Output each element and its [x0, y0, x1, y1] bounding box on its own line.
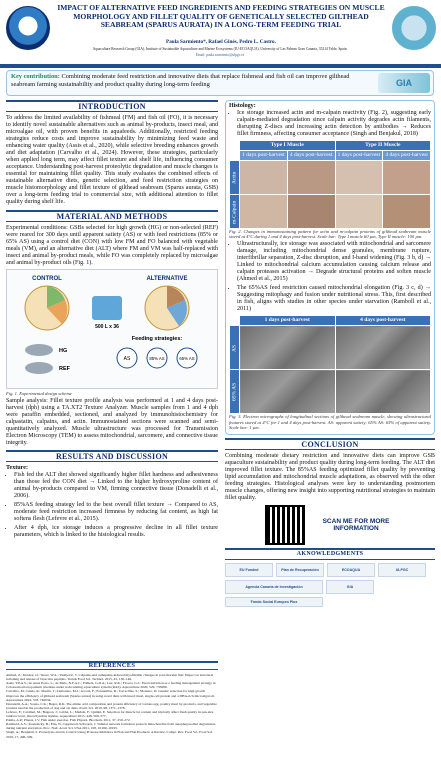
reference-item: Palma, A.P.; Planas, J.V. Fish under exercise. Fish Physiol. Biochem. 2011, 37, 259–272. — [6, 718, 131, 723]
histology-box — [225, 100, 435, 435]
histology-result-1: • Ice storage increased actin and m-calpain reactivity (Fig. 2), suggesting early calpain-mediated degradation since calpain activity degrades actin filaments, disrupting Z-discs and increasing actin detection by antibodies → Reduces fillet firmness, affecting consumer acceptance (Singh and Benjakul, 2018) — [237, 110, 431, 138]
fig1-65-label: 65% AS — [179, 356, 195, 361]
methods-heading: MATERIAL AND METHODS — [6, 210, 218, 222]
results-heading: RESULTS AND DISCUSSION — [6, 450, 218, 462]
references-heading: REFERENCES — [6, 661, 218, 670]
electron-micrograph — [335, 370, 431, 414]
texture-result-1: • Fish fed the ALT diet showed significantly higher fillet hardness and adhesiveness than those fed the CON diet → Linked to the higher hydroxyproline content of animal by-products compared to VM, firming connective tissue (Donadelli et al., 2006). — [14, 472, 218, 500]
gia-logo — [392, 6, 436, 50]
fig2-type1-header: Type I Muscle — [240, 141, 336, 151]
reference-item: Donadelli, A.A.; Souza, C.K.; Beger, R.K. The amino acid composition and protein efficiency of various egg, poultry meal by-products, and vegetable proteins used in the production of dog and cat diets. Poult. Sci. 2019, 98, 1371–1378. — [6, 701, 217, 710]
histology-result-2: • Ultrastructurally, ice storage was associated with mitochondrial and sarcomere damage, including mitochondrial dense granules, membrane rupture, interfibrillar separation, Z-disc disruption, and I-band widening (Fig. 3 b, d) → Linked to mitochondrial calcium accumulation causing calcium release and calpain proteases activation → Degrade structural proteins and soften muscle (Ahmed et al., 2015) — [237, 241, 431, 283]
experimental-design-diagram — [7, 270, 217, 388]
reference-item: Assis, Y.P.A.S.; de Assis Porto, L.; de Melo, N.F.A.C.; Palheta, G.D.A.; Luz, R.K.; Favero, G.C. Feed restriction as a feeding management strategy in Colossoma macropomum juveniles under recirculating aquaculture system (RAS). Aquaculture 2020, 529, 735689. — [6, 681, 216, 690]
conclusion-heading: CONCLUSION — [225, 438, 435, 450]
ecoaqua-logo: ECOAQUA — [327, 563, 375, 577]
funding-logos — [225, 563, 435, 607]
fig1-as-label: AS — [123, 356, 131, 362]
fig1-tanks-label: 500 L x 36 — [95, 324, 119, 330]
qr-code-icon[interactable] — [265, 505, 305, 545]
introduction-text: To address the limited availability of fishmeal (FM) and fish oil (FO), it is necessary to identify novel sustainable alternatives such as animal by-products, insect meal, and microalgae oil, with proven benefits in aquafeeds. Additionally, restricted feeding strategies reduce costs and improve sustainability by minimizing feed waste and enhancing water quality (Assis et al., 2020), while selective breeding enhances growth and diet adaptation (Carvalho et al., 2024). However, these strategies, particularly when applied long term, may affect fillet texture and shelf life, influencing consumer acceptance. Understanding post-harvest proteolytic degradation and muscle changes is essential for maintaining fillet quality. This study evaluates the combined effects of sustainable alternative diets, genetic selection, and feed restriction strategies on muscle histomorphology and fillet texture of gilthead seabream (Sparus aurata, GSB) over a long-term feeding trial to commercial size, with additional attention to fillet quality during shelf life. — [6, 115, 218, 205]
ulpgc-logo: ULPGC — [378, 563, 426, 577]
references-section — [6, 661, 218, 779]
ref-fish-icon — [25, 362, 53, 374]
tank-icon — [92, 296, 122, 320]
figure-2-table — [229, 140, 431, 229]
micrograph — [383, 195, 431, 229]
reference-item: Lefevre, F.; Cardinal, M.; Bugeon, J.; Labbé, L.; Médale, F.; Quillet, E. Selection for muscle fat content and triploidy affect flesh quality in pan-size rainbow trout, Oncorhynchus mykiss. Aquaculture 2015, 448, 569–577. — [6, 709, 214, 719]
reference-item: Rambold, A.S.; Kostelecky, B.; Elia, N.; Lippincott-Schwartz, J. Tubular network formation protects mitochondria from autophagosomal degradation during nutrient starvation. Proc. Natl. Acad. Sci. USA 2011, 108, 10190–10195. — [6, 722, 216, 731]
fig2-col-header: 4 days post-harvest — [287, 151, 335, 161]
hg-fish-icon — [25, 344, 53, 356]
fig2-type2-header: Type II Muscle — [335, 141, 431, 151]
gia-logo-right: GIA — [378, 73, 430, 93]
electron-micrograph — [240, 370, 336, 414]
figure-3-caption: Fig. 3. Electron micrographs of longitudinal sections of gilthead seabream muscle, showing ultrastructural features stored at 4°C for 1 and 4 days post-harvest. AS: apparent satiety; 65% AS: 65% of apparent satiety. Scale bar: 1 µm. — [229, 414, 431, 430]
micrograph — [335, 195, 383, 229]
micrograph — [383, 161, 431, 195]
micrograph — [240, 161, 288, 195]
qr-block[interactable] — [265, 505, 435, 545]
fig1-hg-label: HG — [59, 348, 68, 354]
histology-label: Histology: — [229, 103, 256, 109]
eu-logo: EU Funded — [225, 563, 273, 577]
texture-result-3: • After 4 dph, ice storage induces a progressive decline in all fillet texture parameters, which is linked to the histological results. — [14, 525, 218, 539]
micrograph — [240, 195, 288, 229]
affiliation: Aquaculture Research Group (GIA), Institute of Sustainable Aquaculture and Marine Ecosystems (IU-ECOAQUA), University of Las Palmas Gran Canaria, 35214 Telde, Spain. — [92, 47, 348, 51]
micrograph — [335, 161, 383, 195]
key-contribution-text: Combining moderate feed restriction and innovative diets that replace fishmeal and fish oil can improve gilthead seabream farming sustainability and product quality during long-term feeding — [11, 73, 350, 88]
fse-logo: Fondo Social Europeo Plus — [225, 597, 323, 607]
micrograph — [287, 161, 335, 195]
fig3-row-label-as: AS — [230, 326, 240, 370]
fig3-col-header: 1 days post-harvest — [240, 316, 336, 326]
fig3-col-header: 4 days post-harvest — [335, 316, 431, 326]
texture-label: Texture: — [6, 465, 29, 472]
fig2-row-label-mcalpain: m-Calpain — [230, 195, 240, 229]
fig2-col-header: 1 days post-harvest — [240, 151, 288, 161]
texture-results-list — [6, 472, 218, 539]
conclusion-text: Combining moderate dietary restriction and innovative diets can improve GSB aquaculture sustainability and product quality during long-term feeding. The ALT diet improved fillet texture. The 85%AS feeding optimized fillet quality by preventing lipid accumulation and mitochondrial muscle adaptations, as observed with the other feeding strategies. Histological analyses were key to understanding postmortem muscle changes, offering new insight into supporting nutritional strategies to maintain fillet quality. — [225, 453, 435, 502]
key-contribution-box — [6, 70, 434, 96]
fig1-85-label: 85% AS — [149, 356, 165, 361]
methods-sample-analysis-text: Sample analysis: Fillet texture profile analysis was performed at 1 and 4 days post-harvest (dph) using a TA.XT2 Texture Analyzer. Muscle samples from 1 and 4 dph were paraffin embedded, sectioned, and analyzed by immunohistochemistry for calpastatin, calpains, and actin. Immunostained sections were scanned and semi-quantitatively analyzed. Muscle ultrastructure was processed for Transmission Electron Microscopy (TEM) to assess mitochondrial, sarcomere, and connective tissue integrity. — [6, 398, 218, 447]
electron-micrograph — [240, 326, 336, 370]
left-column — [6, 100, 218, 541]
fig1-feeding-label: Feeding strategies: — [131, 336, 183, 342]
recovery-plan-logo: Plan de Recuperación — [276, 563, 324, 577]
fig2-col-header: 1 days post-harvest — [335, 151, 383, 161]
micrograph — [287, 195, 335, 229]
introduction-heading: INTRODUCTION — [6, 100, 218, 112]
fig1-ref-label: REF — [59, 366, 70, 372]
fig1-alternative-label: ALTERNATIVE — [146, 276, 188, 282]
fig2-col-header: 4 days post-harvest — [383, 151, 431, 161]
reference-item: Singh, A.; Benjakul, S. Proteolysis and Its Control Using Protease Inhibitors in Fish and Fish Products: A Review. Compr. Rev. Food Sci. Food Saf. 2018, 17, 496–509. — [6, 730, 213, 739]
figure-1-caption: Fig. 1. Experimental design scheme — [6, 391, 72, 396]
university-logo — [6, 6, 50, 50]
poster-title: IMPACT OF ALTERNATIVE FEED INGREDIENTS AND FEEDING STRATEGIES ON MUSCLE MORPHOLOGY AND FILLET QUALITY OF GENETICALLY SELECTED GILTHEAD SEABREAM (SPARUS AURATA) IN A LONG-TERM FEEDING TRIAL — [57, 3, 385, 30]
acknowledgments-heading: AKNOWLEDGMENTS — [225, 548, 435, 560]
reference-item: Ahmed, Z.; Donkor, O.; Street, W.A.; Vasiljevic, T. Calpains-and cathepsins-induced myofibrillar changes in post-mortem fish: Impact on structural softening and release of bioactive peptides. Trends Food Sci. Technol. 2015, 45, 130–146. — [6, 673, 214, 682]
right-column — [225, 100, 435, 607]
fig1-control-label: CONTROL — [32, 276, 62, 282]
electron-micrograph — [335, 326, 431, 370]
methods-experimental-text: Experimental conditions: GSBs selected for high growth (HG) or non-selected (REF) were reared for 300 days until apparent satiety (AS) or with feed restrictions (85% or 65% AS) using a control diet (CON) with low FM and FO balanced with vegetable meals (VM), and an alternative diet (ALT) where FM and VM was half-replaced with insect and animal by-product meals, while FO was completely replaced by microalgae and animal by-product oils (Fig. 1). — [6, 225, 218, 266]
histology-result-3: • The 65%AS feed restriction caused mitochondrial elongation (Fig. 3 c, d) → Suggesting mitophagy and fusion under nutritional stress. This, first described in fish, aligns with studies in other species under starvation (Ramboll et al., 2011) — [237, 285, 431, 313]
reference-item: Carvalho, M.; Ginés, R.; Martín, I.; Zamorano, M.J.; Acosta, F.; Fontanillas, R.; Torrecillas, S.; Montero, D. Genetic selection for high growth improves the efficiency of gilthead seabream (Sparus aurata) in using novel diets with insect meal, single-cell protein and a DHA-rich microalgal oil. Aquaculture 2024, 578, 740034. — [6, 689, 215, 702]
header-divider — [0, 64, 441, 68]
gia-small-logo: GIA — [326, 580, 374, 594]
texture-result-2: • 85%AS feeding strategy led to the best overall fillet texture → Compared to AS, moderate feed restriction increased firmness by reducing fat content, as high fat softens flesh (Lefevre et al., 2015). — [14, 502, 218, 523]
figure-2-caption: Fig. 2. Changes in immunostaining pattern for actin and m-calpain proteins of gilthead seabream muscle stored at 4°C during 1 and 4 days post-harvest. Scale bar: Type I muscle 60 µm, Type II muscle: 100 µm. — [229, 229, 431, 240]
research-agency-logo: Agencia Canaria de Investigación — [225, 580, 323, 594]
qr-label: SCAN ME FOR MORE INFORMATION — [322, 518, 390, 533]
key-contribution-label: Key contribution: — [11, 73, 60, 80]
authors: Paula Sarmiento*, Rafael Ginés, Pedro L. Castro. — [166, 39, 276, 45]
contact-email[interactable]: Email: paula.sarmiento@ulpgc.es — [195, 53, 245, 57]
fig2-row-label-actin: Actin — [230, 161, 240, 195]
figure-1 — [6, 269, 218, 389]
fig3-row-label-65as: 65% AS — [230, 370, 240, 414]
figure-3-table — [229, 315, 431, 414]
